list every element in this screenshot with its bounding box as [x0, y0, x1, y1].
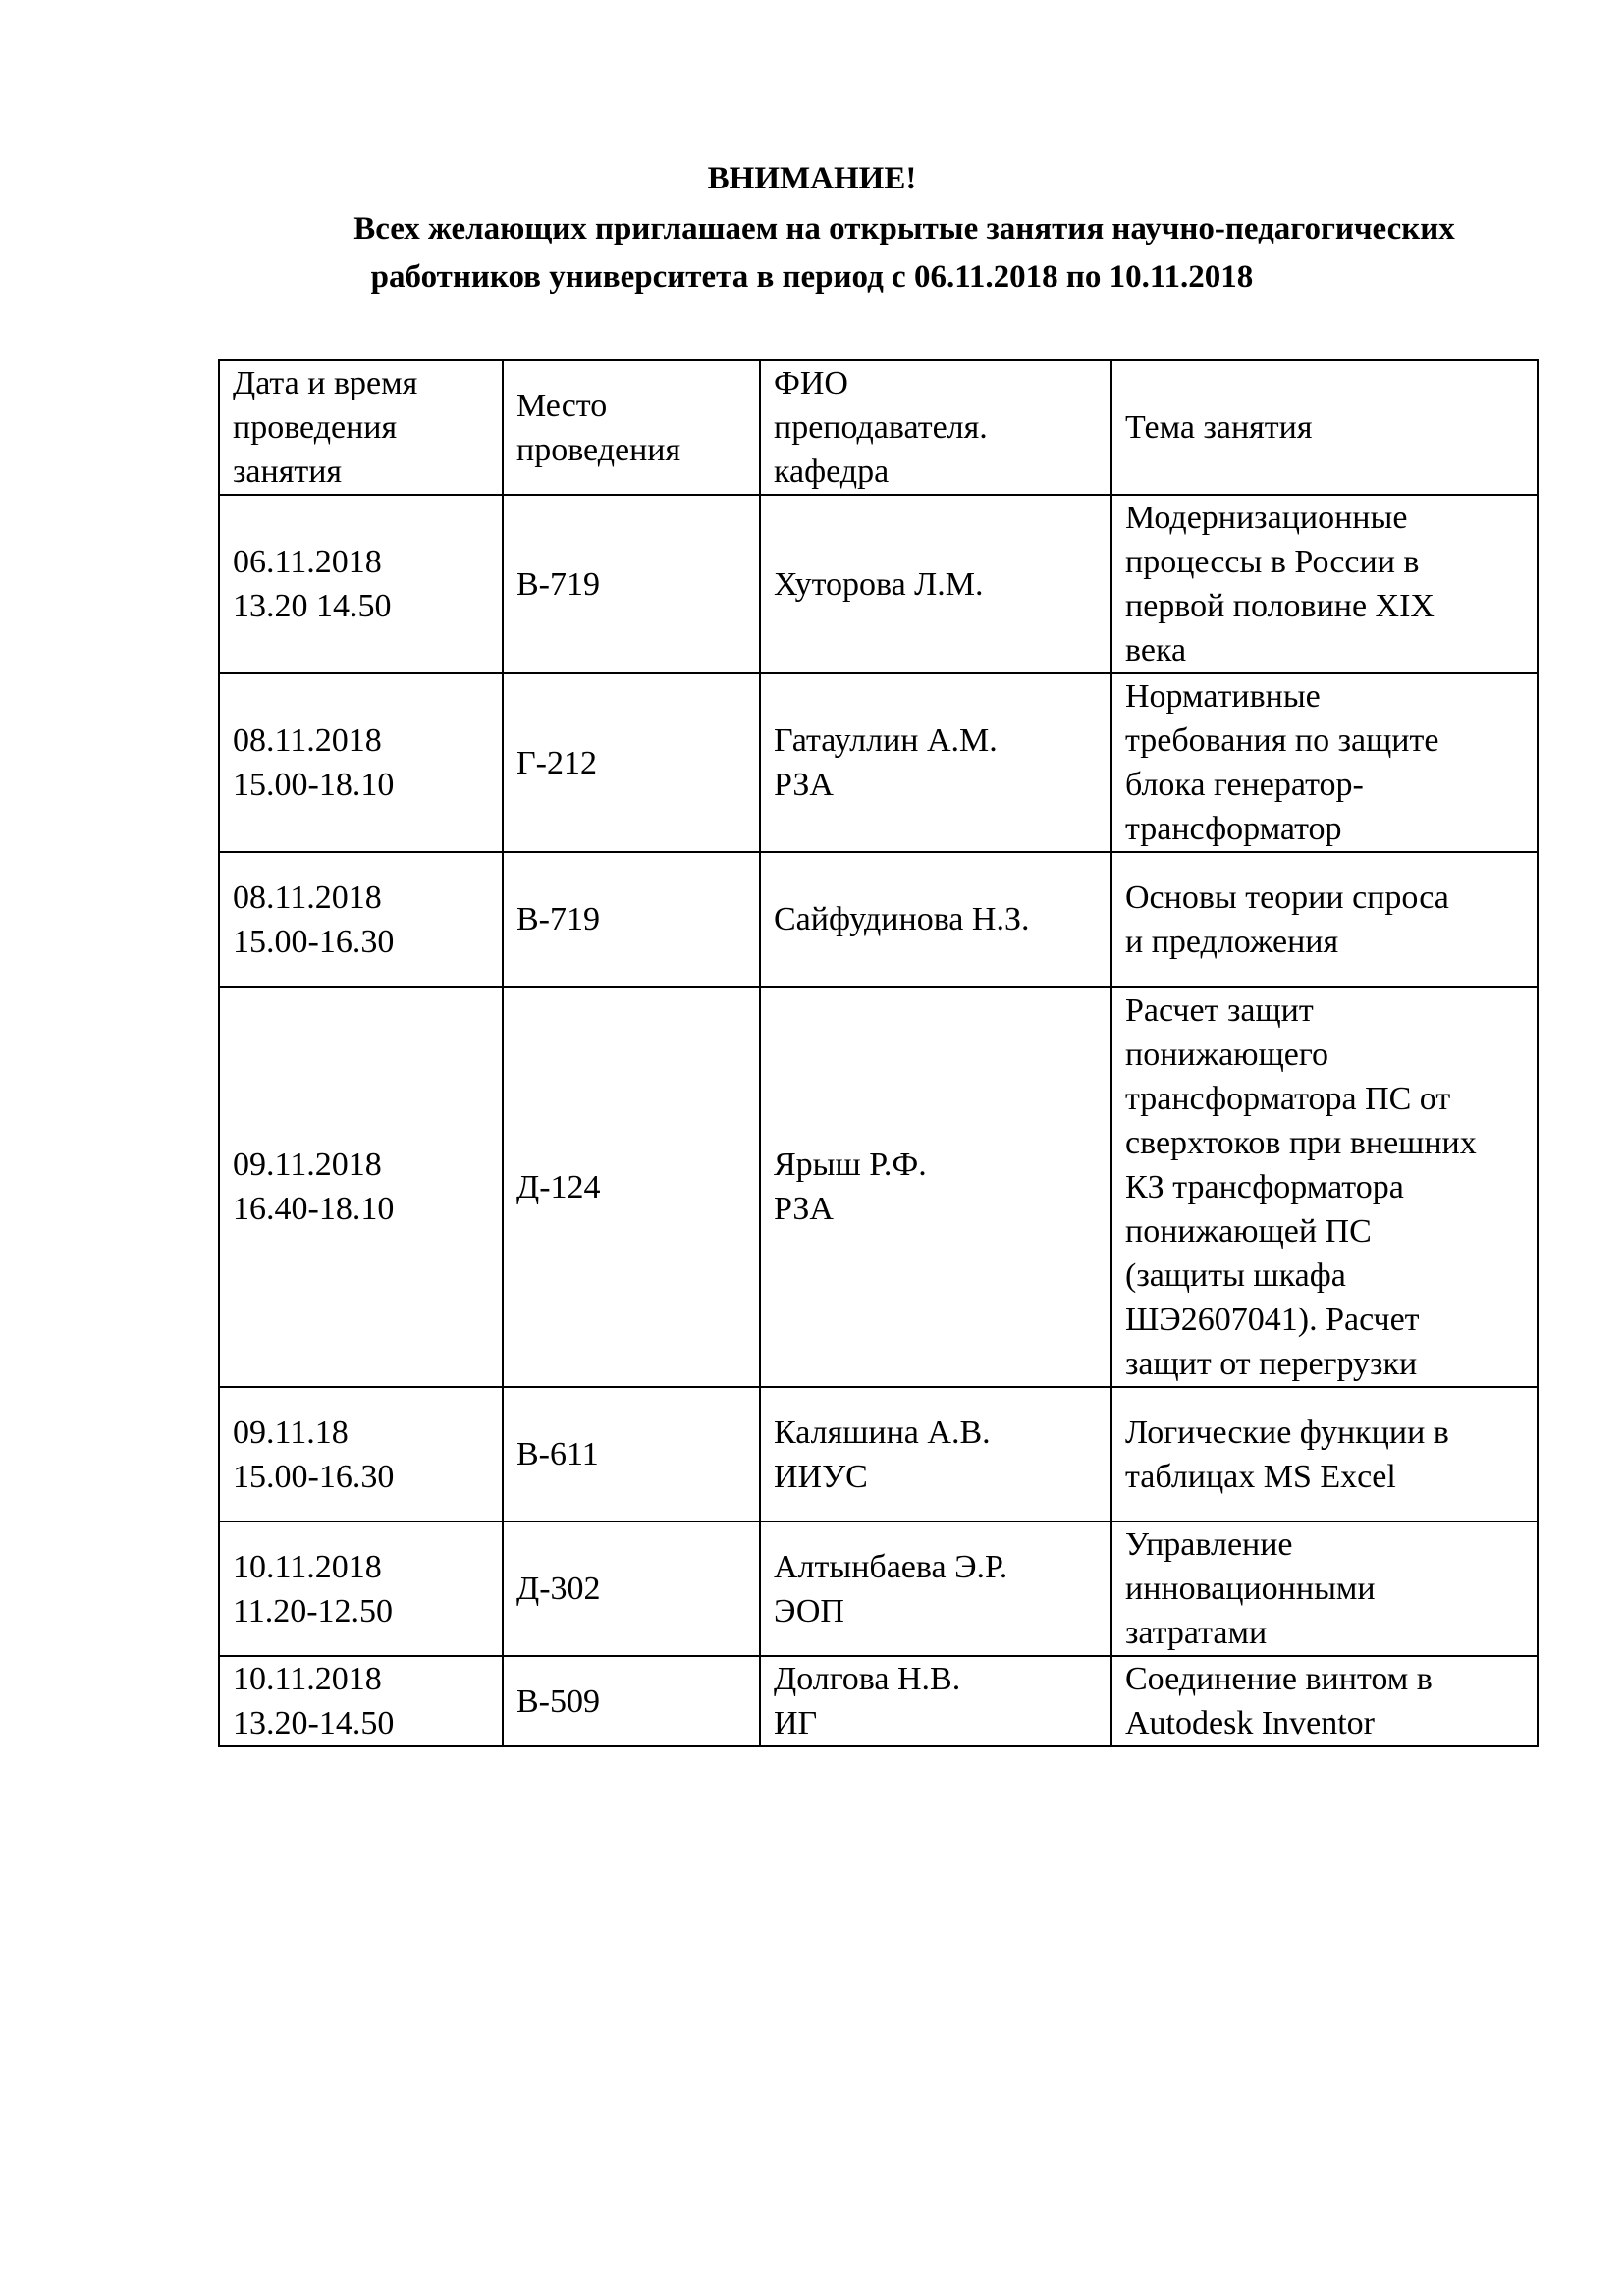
cell-datetime: 09.11.18 15.00-16.30 — [219, 1387, 503, 1522]
schedule-table — [218, 359, 1539, 1747]
cell-place: В-509 — [503, 1656, 760, 1746]
cell-place: В-719 — [503, 495, 760, 673]
cell-teacher: Сайфудинова Н.З. — [760, 852, 1111, 987]
cell-datetime: 10.11.2018 11.20-12.50 — [219, 1522, 503, 1656]
cell-teacher: Гатауллин А.М. РЗА — [760, 673, 1111, 852]
table-row — [219, 1656, 1538, 1746]
cell-place: В-719 — [503, 852, 760, 987]
cell-place: Д-124 — [503, 987, 760, 1387]
cell-place: В-611 — [503, 1387, 760, 1522]
table-row — [219, 673, 1538, 852]
column-header-topic: Тема занятия — [1111, 360, 1538, 495]
cell-place: Г-212 — [503, 673, 760, 852]
cell-topic: Управление инновационными затратами — [1111, 1522, 1538, 1656]
cell-topic: Нормативные требования по защите блока генератор- трансформатор — [1111, 673, 1538, 852]
cell-datetime: 10.11.2018 13.20-14.50 — [219, 1656, 503, 1746]
cell-teacher: Долгова Н.В. ИГ — [760, 1656, 1111, 1746]
cell-topic: Расчет защит понижающего трансформатора ПС от сверхтоков при внешних КЗ трансформатора понижающей ПС (защиты шкафа ШЭ2607041). Расчет защит от перегрузки — [1111, 987, 1538, 1387]
cell-teacher: Каляшина А.В. ИИУС — [760, 1387, 1111, 1522]
cell-topic: Основы теории спроса и предложения — [1111, 852, 1538, 987]
column-header-place: Место проведения — [503, 360, 760, 495]
cell-teacher: Ярыш Р.Ф. РЗА — [760, 987, 1111, 1387]
column-header-datetime: Дата и время проведения занятия — [219, 360, 503, 495]
cell-place: Д-302 — [503, 1522, 760, 1656]
table-row — [219, 852, 1538, 987]
cell-teacher: Алтынбаева Э.Р. ЭОП — [760, 1522, 1111, 1656]
cell-topic: Соединение винтом в Autodesk Inventor — [1111, 1656, 1538, 1746]
cell-datetime: 08.11.2018 15.00-16.30 — [219, 852, 503, 987]
cell-datetime: 09.11.2018 16.40-18.10 — [219, 987, 503, 1387]
cell-teacher: Хуторова Л.М. — [760, 495, 1111, 673]
table-row — [219, 495, 1538, 673]
table-row — [219, 1387, 1538, 1522]
cell-datetime: 08.11.2018 15.00-18.10 — [219, 673, 503, 852]
cell-topic: Логические функции в таблицах MS Excel — [1111, 1387, 1538, 1522]
cell-datetime: 06.11.2018 13.20 14.50 — [219, 495, 503, 673]
invitation-line-1: Всех желающих приглашаем на открытые занятия научно-педагогических — [353, 211, 1455, 246]
cell-topic: Модернизационные процессы в России в первой половине XIX века — [1111, 495, 1538, 673]
column-header-teacher: ФИО преподавателя. кафедра — [760, 360, 1111, 495]
table-row — [219, 1522, 1538, 1656]
table-header-row — [219, 360, 1538, 495]
invitation-line-2: работников университета в период с 06.11.2018 по 10.11.2018 — [370, 259, 1254, 294]
table-row — [219, 987, 1538, 1387]
notice-title: ВНИМАНИЕ! — [707, 161, 917, 196]
